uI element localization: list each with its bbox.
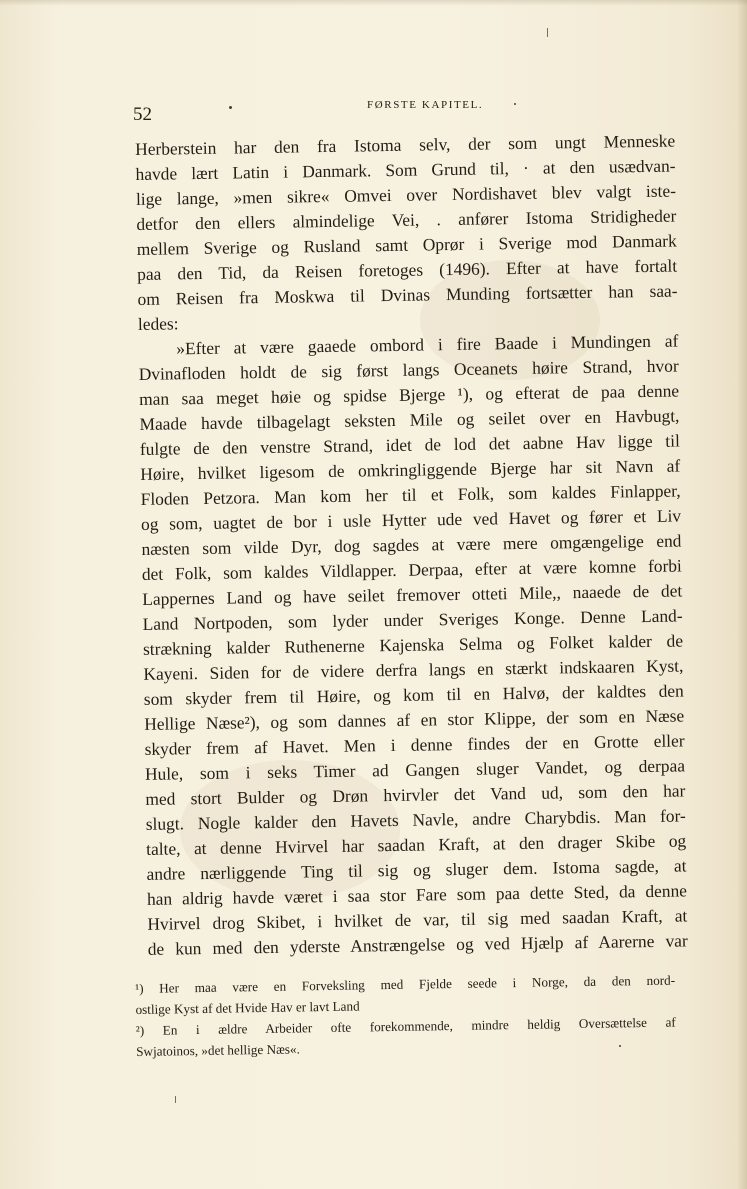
text-line: lige lange, »men sikre« Omvei over Nordishavet blev valgt iste- [135, 180, 677, 209]
text-line: detfor den ellers almindelige Vei, . anfører Istoma Stridigheder [136, 205, 677, 234]
text-line: slugt. Nogle kalder den Havets Navle, andre Charybdis. Man for- [145, 805, 686, 834]
text-line: med stort Bulder og Drøn hvirvler det Vand ud, som den har [145, 780, 686, 809]
text-line: paa den Tid, da Reisen foretoges (1496). Efter at have fortalt [136, 255, 678, 284]
text-line: Dvinafloden holdt de sig først langs Oceanets høire Strand, hvor [138, 355, 679, 384]
running-head: FØRSTE KAPITEL. [367, 99, 484, 111]
footnote-line: ¹) Her maa være en Forveksling med Fjelde seede i Norge, da den nord- [135, 972, 676, 996]
text-line: Høire, hvilket ligesom de omkringliggende Bjerge har sit Navn af [140, 455, 681, 484]
footnote-line: Swjatoinos, »det hellige Næs«. [136, 1041, 301, 1059]
text-line: det Folk, som kaldes Vildlapper. Derpaa, efter at være komne forbi [141, 555, 682, 584]
text-line: Herberstein har den fra Istoma selv, der som ungt Menneske [135, 130, 676, 159]
speck-mark [547, 28, 548, 37]
text-line: Floden Petzora. Man kom her til et Folk, som kaldes Finlapper, [140, 480, 681, 509]
text-line: skyder frem af Havet. Men i denne findes der en Grotte eller [144, 730, 685, 759]
text-line: og som, uagtet de bor i usle Hytter ude ved Havet og fører et Liv [140, 505, 682, 534]
text-line: Lappernes Land og have seilet fremover otteti Mile,, naaede de det [142, 580, 683, 609]
text-line: som skyder frem til Høire, og kom til en Halvø, der kaldtes den [143, 680, 684, 709]
page-right-shadow [737, 0, 747, 1189]
speck-mark [175, 1096, 176, 1103]
speck-mark [514, 103, 516, 105]
page-top-shadow [0, 0, 747, 6]
text-line: man saa meget høie og spidse Bjerge ¹), og efterat de paa denne [138, 380, 680, 409]
text-line: Hule, som i seks Timer ad Gangen sluger Vandet, og derpaa [144, 755, 686, 784]
text-line: andre nærliggende Ting til sig og sluger dem. Istoma sagde, at [146, 855, 687, 884]
text-line: fulgte de den venstre Strand, idet de lod det aabne Hav ligge til [139, 430, 680, 459]
page-number: 52 [133, 104, 152, 125]
text-line: Hellige Næse²), og som dannes af en stor Klippe, der som en Næse [144, 705, 685, 734]
text-line: Land Nortpoden, som lyder under Sveriges Konge. Denne Land- [142, 605, 683, 634]
text-line: talte, at denne Hvirvel har saadan Kraft, at den drager Skibe og [146, 830, 687, 859]
text-line: de kun med den yderste Anstrængelse og ved Hjælp af Aarerne var [147, 930, 688, 959]
footnote-line: ostlige Kyst af det Hvide Hav er lavt Land [135, 998, 360, 1017]
main-text-block [135, 129, 688, 962]
text-line: om Reisen fra Moskwa til Dvinas Munding fortsætter han saa- [137, 280, 678, 309]
speck-mark [229, 106, 232, 109]
text-line: Kayeni. Siden for de videre derfra langs en stærkt indskaaren Kyst, [143, 655, 684, 684]
text-line: strækning kalder Ruthenerne Kajenska Selma og Folket kalder de [142, 630, 684, 659]
footnote-line: ²) En i ældre Arbeider ofte forekommende, mindre heldig Oversættelse af [135, 1014, 676, 1038]
text-line: Hvirvel drog Skibet, i hvilket de var, til sig med saadan Kraft, at [147, 905, 688, 934]
text-line: Maade havde tilbagelagt seksten Mile og seilet over en Havbugt, [139, 405, 680, 434]
footnotes-block [135, 970, 676, 1062]
text-line: han aldrig havde været i saa stor Fare som paa dette Sted, da denne [146, 880, 688, 909]
text-line: »Efter at være gaaede ombord i fire Baade i Mundingen af [176, 330, 679, 359]
text-line: næsten som vilde Dyr, dog sagdes at være mere omgængelige end [141, 530, 682, 559]
text-line: mellem Sverige og Rusland samt Oprør i Sverige mod Danmark [136, 230, 677, 259]
text-line: ledes: [137, 313, 179, 334]
text-line: havde lært Latin i Danmark. Som Grund til, · at den usædvan- [135, 155, 676, 184]
